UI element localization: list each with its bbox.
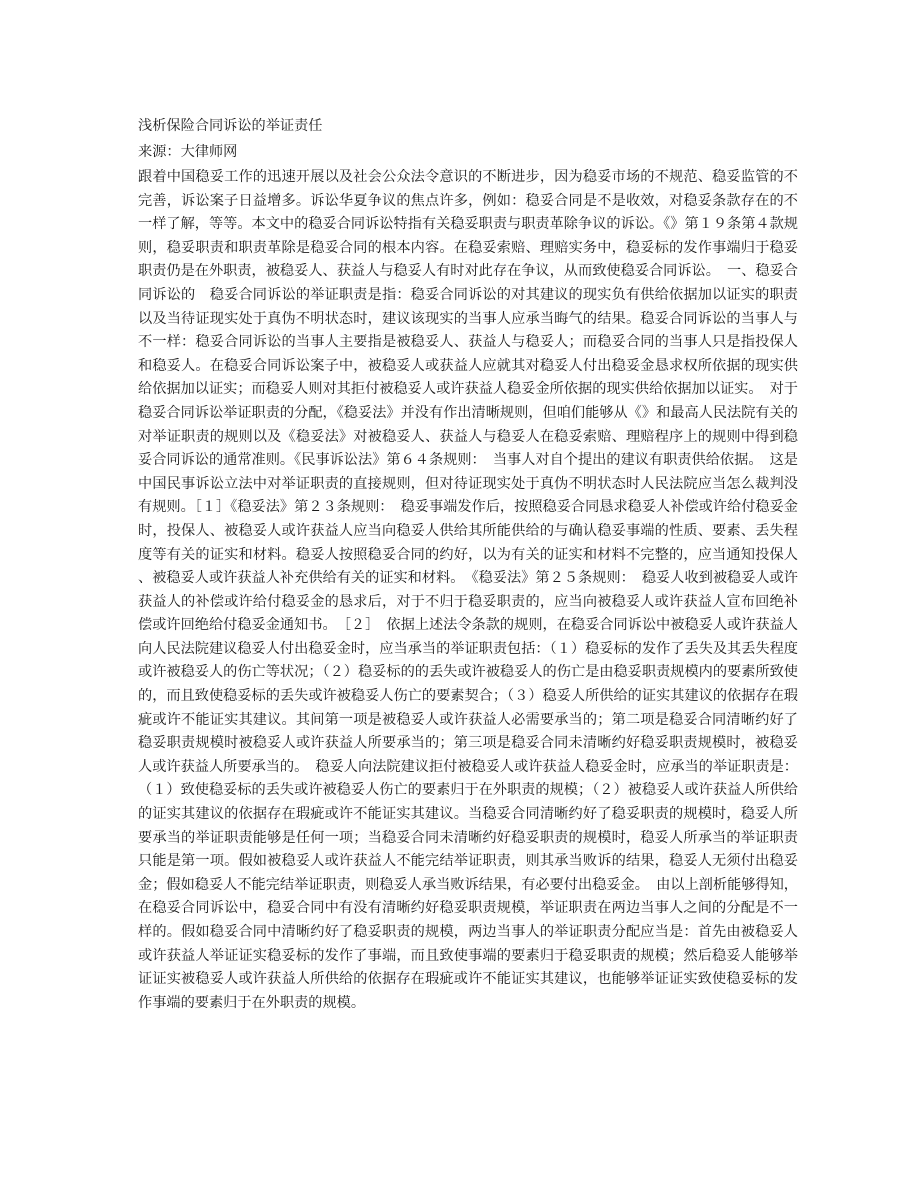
source-name: 大律师网 [180,144,238,160]
document-page [138,114,798,1015]
source-label: 来源： [138,144,181,160]
article-body: 跟着中国稳妥工作的迅速开展以及社会公众法令意识的不断进步，因为稳妥市场的不规范、稳妥监管的不完善，诉讼案子日益增多。诉讼华夏争议的焦点许多，例如：稳妥合同是不是收效，对稳妥条款存在的不一样了解，等等。本文中的稳妥合同诉讼特指有关稳妥职责与职责革除争议的诉讼。《》第１９条第４款规则，稳妥职责和职责革除是稳妥合同的根本内容。在稳妥索赔、理赔实务中，稳妥标的发作事端归于稳妥职责仍是在外职责，被稳妥人、获益人与稳妥人有时对此存在争议，从而致使稳妥合同诉讼。 一、稳妥合同诉讼的 稳妥合同诉讼的举证职责是指：稳妥合同诉讼的对其建议的现实负有供给依据加以证实的职责以及当待证现实处于真伪不明状态时，建议该现实的当事人应承当晦气的结果。稳妥合同诉讼的当事人与不一样：稳妥合同诉讼的当事人主要指是被稳妥人、获益人与稳妥人；而稳妥合同的当事人只是指投保人和稳妥人。在稳妥合同诉讼案子中，被稳妥人或获益人应就其对稳妥人付出稳妥金恳求权所依据的现实供给依据加以证实；而稳妥人则对其拒付被稳妥人或许获益人稳妥金所依据的现实供给依据加以证实。 对于稳妥合同诉讼举证职责的分配，《稳妥法》并没有作出清晰规则，但咱们能够从《》和最高人民法院有关的对举证职责的规则以及《稳妥法》对被稳妥人、获益人与稳妥人在稳妥索赔、理赔程序上的规则中得到稳妥合同诉讼的通常准则。《民事诉讼法》第６４条规则： 当事人对自个提出的建议有职责供给依据。 这是中国民事诉讼立法中对举证职责的直接规则，但对待证现实处于真伪不明状态时人民法院应当怎么裁判没有规则。［１］《稳妥法》第２３条规则： 稳妥事端发作后，按照稳妥合同恳求稳妥人补偿或许给付稳妥金时，投保人、被稳妥人或许获益人应当向稳妥人供给其所能供给的与确认稳妥事端的性质、要素、丢失程度等有关的证实和材料。稳妥人按照稳妥合同的约好，以为有关的证实和材料不完整的，应当通知投保人、被稳妥人或许获益人补充供给有关的证实和材料。 《稳妥法》第２５条规则： 稳妥人收到被稳妥人或许获益人的补偿或许给付稳妥金的恳求后，对于不归于稳妥职责的，应当向被稳妥人或许获益人宣布回绝补偿或许回绝给付稳妥金通知书。 ［２］ 依据上述法令条款的规则，在稳妥合同诉讼中被稳妥人或许获益人向人民法院建议稳妥人付出稳妥金时，应当承当的举证职责包括：（１）稳妥标的发作了丢失及其丢失程度或许被稳妥人的伤亡等状况；（２）稳妥标的的丢失或许被稳妥人的伤亡是由稳妥职责规模内的要素所致使的，而且致使稳妥标的丢失或许被稳妥人伤亡的要素契合；（３）稳妥人所供给的证实其建议的依据存在瑕疵或许不能证实其建议。其间第一项是被稳妥人或许获益人必需要承当的；第二项是稳妥合同清晰约好了稳妥职责规模时被稳妥人或许获益人所要承当的；第三项是稳妥合同未清晰约好稳妥职责规模时，被稳妥人或许获益人所要承当的。 稳妥人向法院建议拒付被稳妥人或许获益人稳妥金时，应承当的举证职责是：（１）致使稳妥标的丢失或许被稳妥人伤亡的要素归于在外职责的规模；（２）被稳妥人或许获益人所供给的证实其建议的依据存在瑕疵或许不能证实其建议。当稳妥合同清晰约好了稳妥职责的规模时，稳妥人所要承当的举证职责能够是任何一项；当稳妥合同未清晰约好稳妥职责的规模时，稳妥人所承当的举证职责只能是第一项。假如被稳妥人或许获益人不能完结举证职责，则其承当败诉的结果，稳妥人无须付出稳妥金；假如稳妥人不能完结举证职责，则稳妥人承当败诉结果，有必要付出稳妥金。 由以上剖析能够得知，在稳妥合同诉讼中，稳妥合同中有没有清晰约好稳妥职责规模，举证职责在两边当事人之间的分配是不一样的。假如稳妥合同中清晰约好了稳妥职责的规模，两边当事人的举证职责分配应当是：首先由被稳妥人或许获益人举证证实稳妥标的发作了事端，而且致使事端的要素归于稳妥职责的规模；然后稳妥人能够举证证实被稳妥人或许获益人所供给的依据存在瑕疵或许不能证实其建议，也能够举证证实致使稳妥标的发作事端的要素归于在外职责的规模。 [138,169,798,1011]
source-line [138,140,798,164]
document-title: 浅析保险合同诉讼的举证责任 [138,118,323,134]
